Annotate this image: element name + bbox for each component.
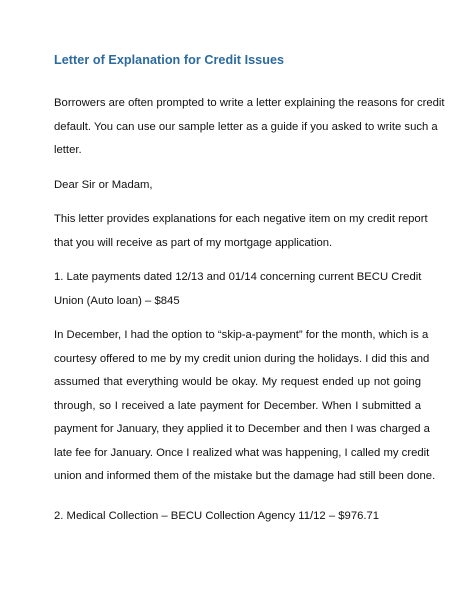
item2-heading: 2. Medical Collection – BECU Collection Agency 11/12 – $976.71	[54, 510, 380, 522]
item1-body-line: In December, I had the option to “skip-a-payment” for the month, which is a	[54, 329, 429, 341]
item1-heading	[54, 266, 421, 313]
item1-body-line: late fee for January. Once I realized what was happening, I called my credit	[54, 446, 430, 459]
item1-body-paragraph	[54, 324, 436, 489]
item1-body-line: courtesy offered to me by my credit union during the holidays. I did this and	[54, 352, 430, 365]
salutation: Dear Sir or Madam,	[54, 179, 153, 191]
intro-line: default. You can use our sample letter as a guide if you asked to write such a	[54, 120, 438, 133]
opening-paragraph	[54, 208, 428, 255]
opening-line: This letter provides explanations for each negative item on my credit report	[54, 213, 428, 225]
item1-heading-line: Union (Auto loan) – $845	[54, 294, 180, 307]
intro-line: Borrowers are often prompted to write a letter explaining the reasons for credit	[54, 97, 445, 109]
item1-body-line: through, so I received a late payment for December. When I submitted a	[54, 399, 421, 412]
item1-body-line: payment for January, they applied it to December and then I was charged a	[54, 423, 430, 435]
item1-body-line: union and informed them of the mistake but the damage had still been done.	[54, 470, 436, 482]
intro-paragraph	[54, 92, 445, 163]
intro-line: letter.	[54, 144, 82, 156]
document-title: Letter of Explanation for Credit Issues	[54, 53, 285, 67]
item1-body-line: assumed that everything would be okay. My request ended up not going	[54, 376, 421, 388]
item1-heading-line: 1. Late payments dated 12/13 and 01/14 concerning current BECU Credit	[54, 271, 422, 283]
opening-line: that you will receive as part of my mortgage application.	[54, 236, 333, 249]
